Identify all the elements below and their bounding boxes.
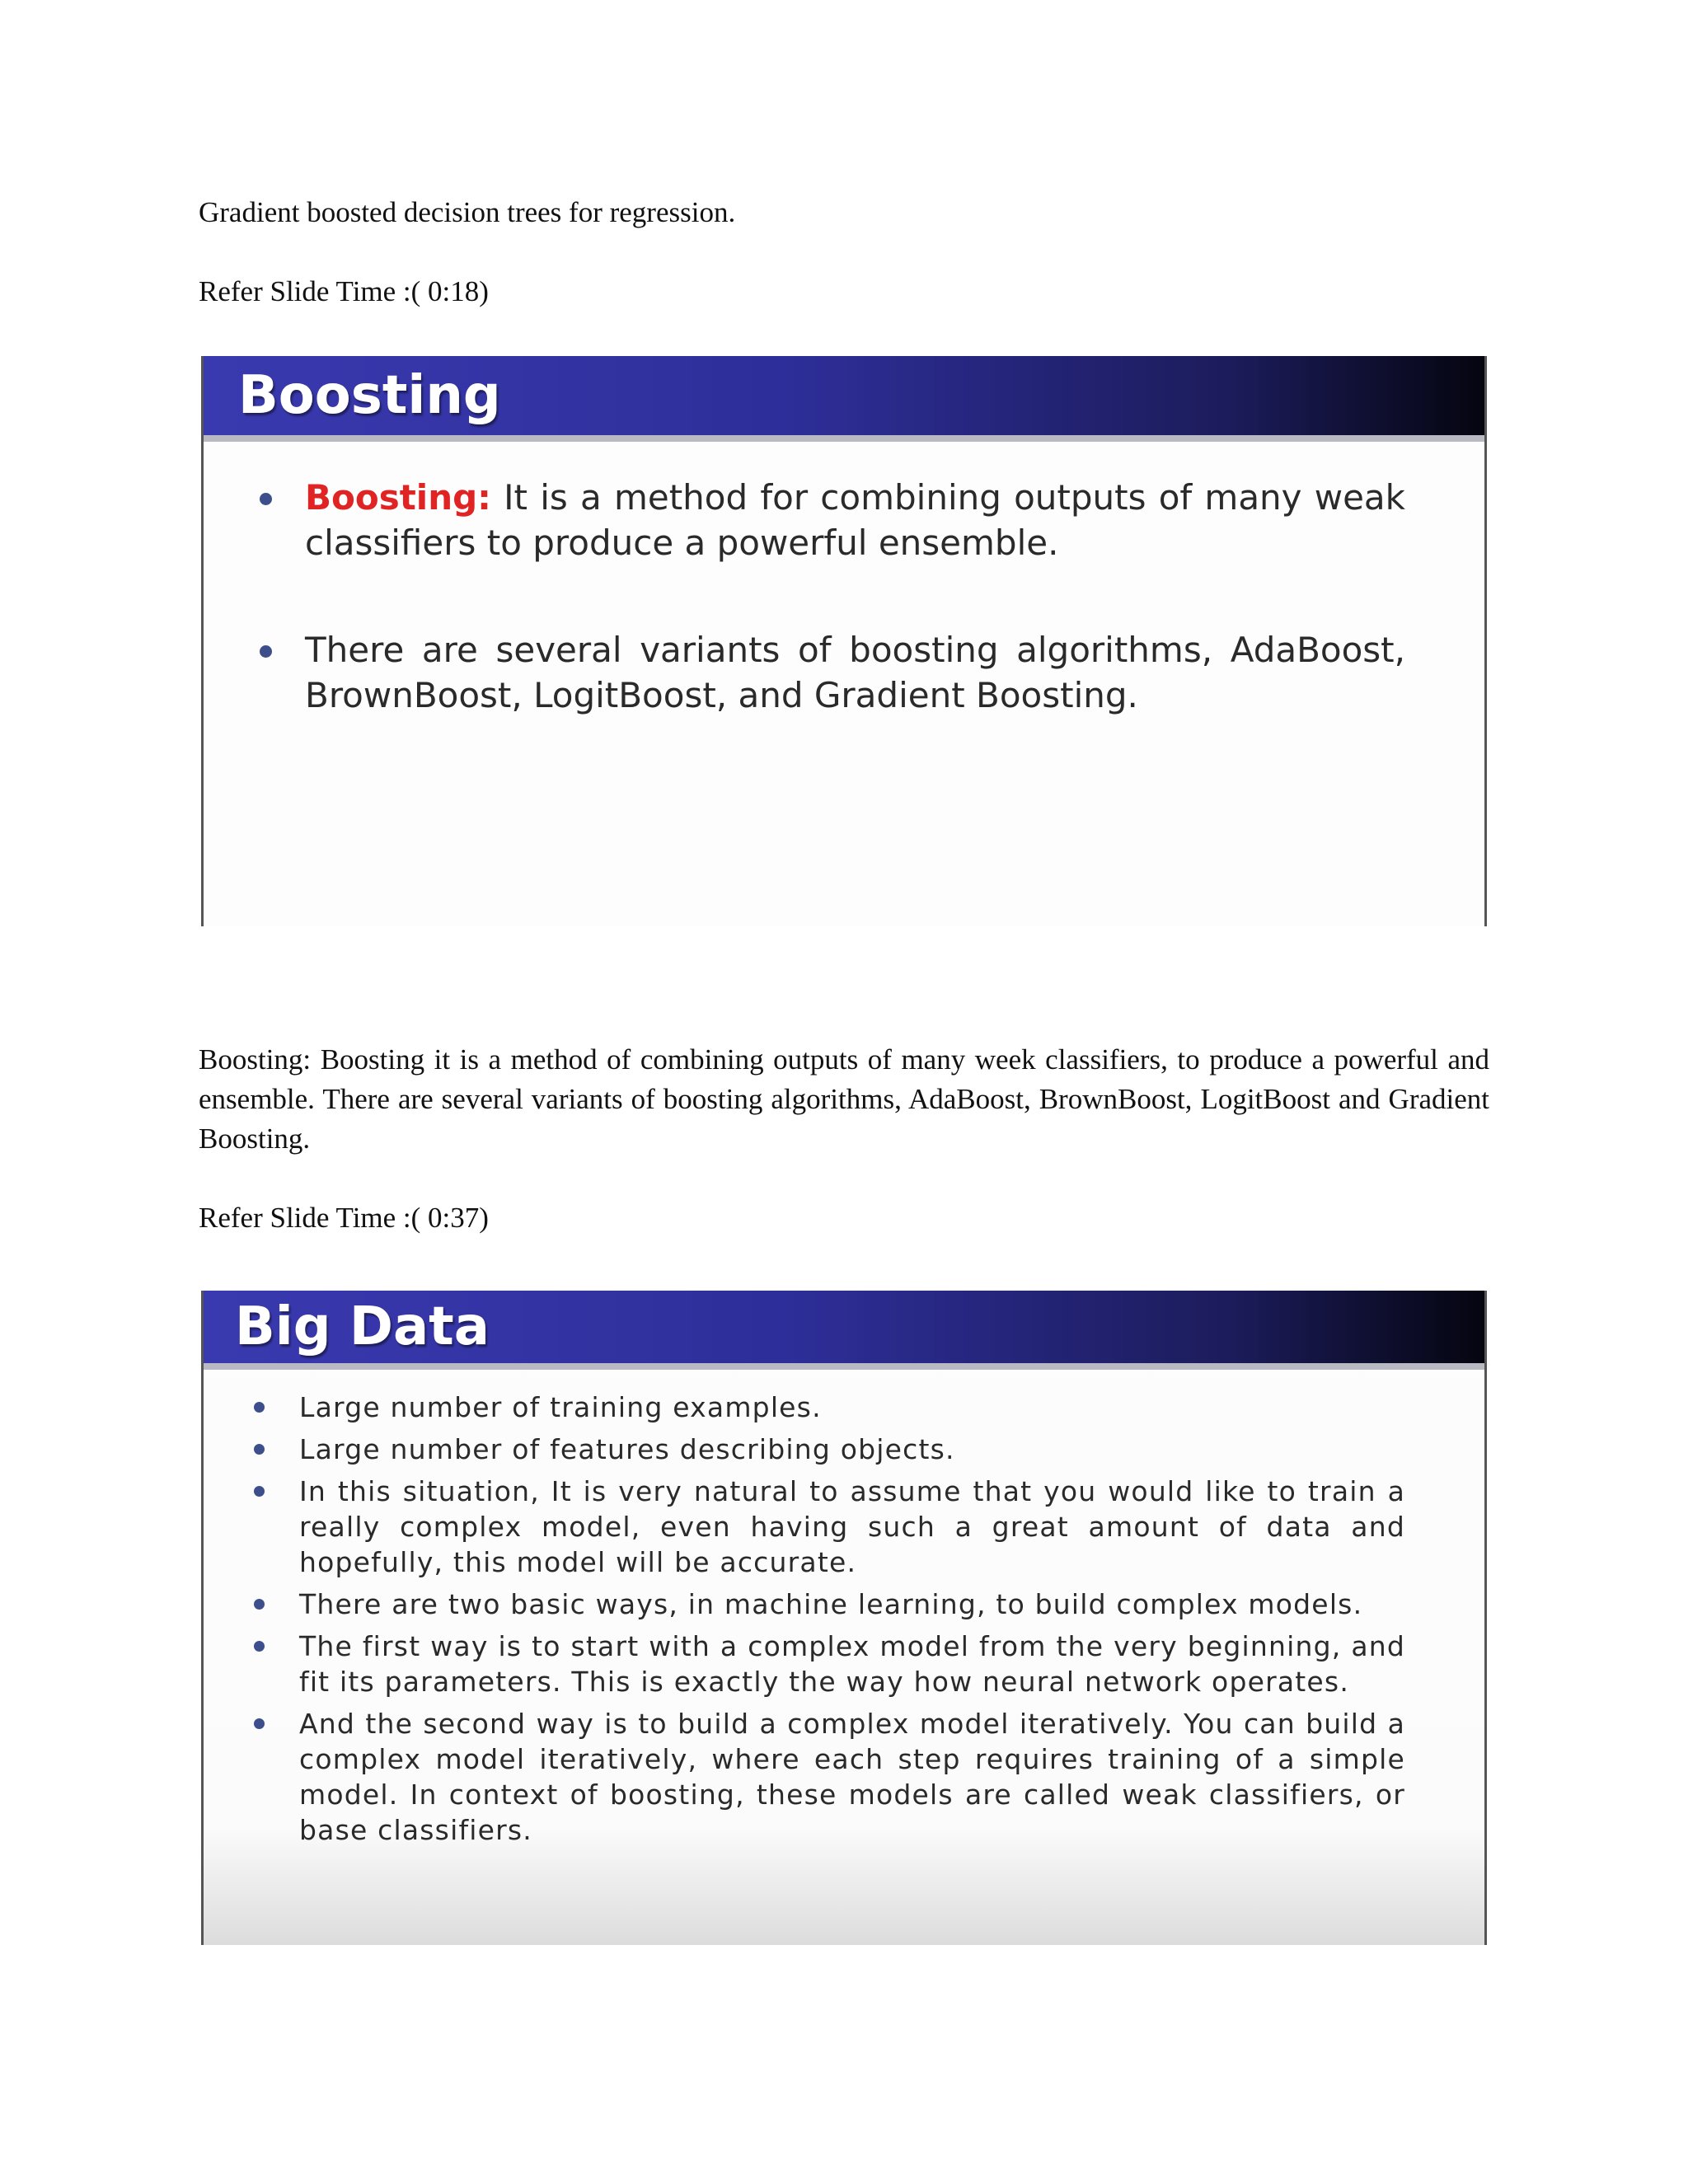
bullet-item <box>305 475 1405 565</box>
slide-title: Boosting <box>238 365 501 426</box>
bullet-item: In this situation, It is very natural to assume that you would like to train a really complex model, even having such a great amount of data and hopefully, this model will be accurate. <box>299 1475 1405 1578</box>
big-data-slide <box>201 1291 1487 1945</box>
bullet-item: The first way is to start with a complex model from the very beginning, and fit its parameters. This is exactly the way how neural network operates. <box>299 1630 1405 1698</box>
intro-line: Gradient boosted decision trees for regression. <box>199 196 736 228</box>
bullet-text: It is a method for combining outputs of many weak classifiers to produce a powerful ensemble. <box>305 477 1405 563</box>
slide-time-reference-2: Refer Slide Time :( 0:37) <box>199 1202 489 1234</box>
slide-title: Big Data <box>235 1296 490 1357</box>
bullet-item: There are two basic ways, in machine learning, to build complex models. <box>299 1586 1405 1622</box>
slide-bullet-list <box>204 442 1484 718</box>
boosting-slide <box>201 356 1487 926</box>
bullet-text: There are several variants of boosting algorithms, AdaBoost, BrownBoost, LogitBoost, and Gradient Boosting. <box>305 630 1405 715</box>
slide-title-bar <box>204 356 1484 442</box>
bullet-item: And the second way is to build a complex model iteratively. You can build a complex model iteratively, where each step requires training of a simple model. In context of boosting, these models are called weak classifiers, or base classifiers. <box>299 1708 1405 1846</box>
bullet-item: Large number of training examples. <box>299 1390 1405 1425</box>
bullet-keyword: Boosting: <box>305 477 491 518</box>
bullet-item: Large number of features describing objects. <box>299 1432 1405 1467</box>
slide-bullet-list <box>204 1370 1484 1848</box>
bullet-item <box>305 627 1405 718</box>
slide-time-reference-1: Refer Slide Time :( 0:18) <box>199 275 489 307</box>
transcript-paragraph: Boosting: Boosting it is a method of combining outputs of many week classifiers, to produce a powerful and ensemble. There are several variants of boosting algorithms, AdaBoost, BrownBoost, LogitBoost and Gradient Boosting. <box>199 1043 1489 1155</box>
slide-title-bar <box>204 1291 1484 1370</box>
